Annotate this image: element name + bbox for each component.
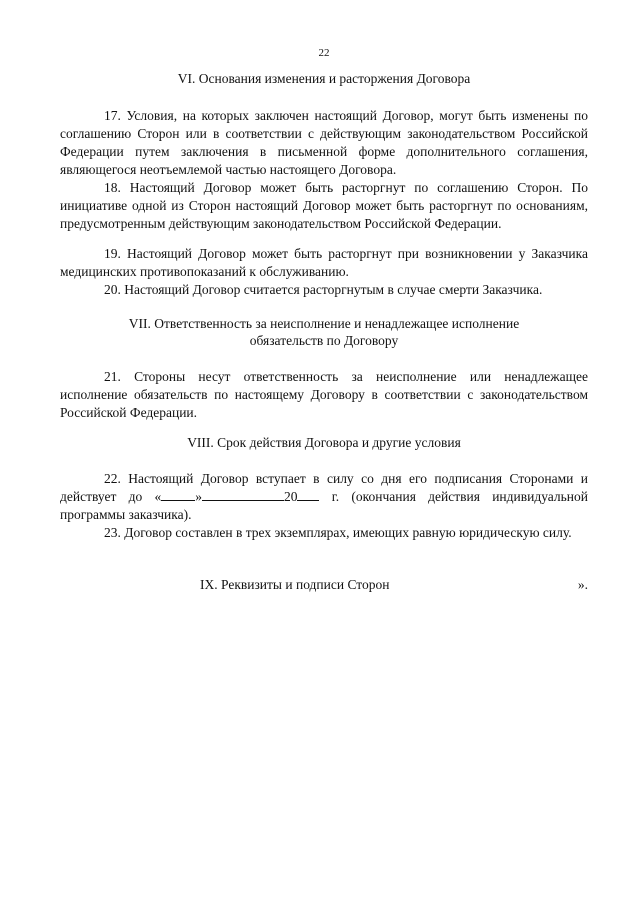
paragraph-19: 19. Настоящий Договор может быть расторгнут при возникновении у Заказчика медицинских противопоказаний к обслуживанию. — [60, 246, 588, 279]
section-9-heading: IX. Реквизиты и подписи Сторон — [200, 577, 390, 592]
page-number: 22 — [318, 47, 330, 59]
paragraph-22-start: 22. Настоящий Договор вступает в силу со дня его подписания Сторонами и действует до « — [60, 471, 588, 504]
paragraph-22-year-prefix: 20 — [283, 489, 298, 504]
year-blank — [297, 488, 319, 501]
paragraph-17: 17. Условия, на которых заключен настоящий Договор, могут быть изменены по соглашению Сторон или в соответствии с действующим законодательством Российской Федерации путем заключения в письменной форме дополнительного соглашения, являющегося неотъемлемой частью настоящего Договора. — [60, 108, 588, 177]
section-9-line — [60, 576, 588, 594]
paragraph-22 — [60, 470, 588, 524]
section-6-heading: VI. Основания изменения и расторжения Договора — [177, 71, 471, 86]
paragraph-22-end: г. (окончания действия индивидуальной программы заказчика). — [60, 489, 588, 522]
section-8-heading: VIII. Срок действия Договора и другие условия — [187, 435, 461, 450]
section-7-heading-line-2: обязательств по Договору — [249, 333, 399, 348]
paragraph-18: 18. Настоящий Договор может быть расторгнут по соглашению Сторон. По инициативе одной из Сторон настоящий Договор может быть расторгнут по основаниям, предусмотренным действующим законодательством Российской Федерации. — [60, 180, 588, 231]
month-blank — [202, 488, 284, 501]
paragraph-21: 21. Стороны несут ответственность за неисполнение или ненадлежащее исполнение обязательств по настоящему Договору в соответствии с законодательством Российской Федерации. — [60, 369, 588, 420]
day-blank — [161, 488, 195, 501]
paragraph-20: 20. Настоящий Договор считается расторгнутым в случае смерти Заказчика. — [104, 282, 543, 297]
section-7-heading-line-1: VII. Ответственность за неисполнение и ненадлежащее исполнение — [128, 316, 520, 331]
paragraph-22-quote-close: » — [195, 489, 202, 504]
paragraph-23: 23. Договор составлен в трех экземплярах, имеющих равную юридическую силу. — [104, 525, 572, 540]
closing-quote: ». — [577, 577, 588, 592]
